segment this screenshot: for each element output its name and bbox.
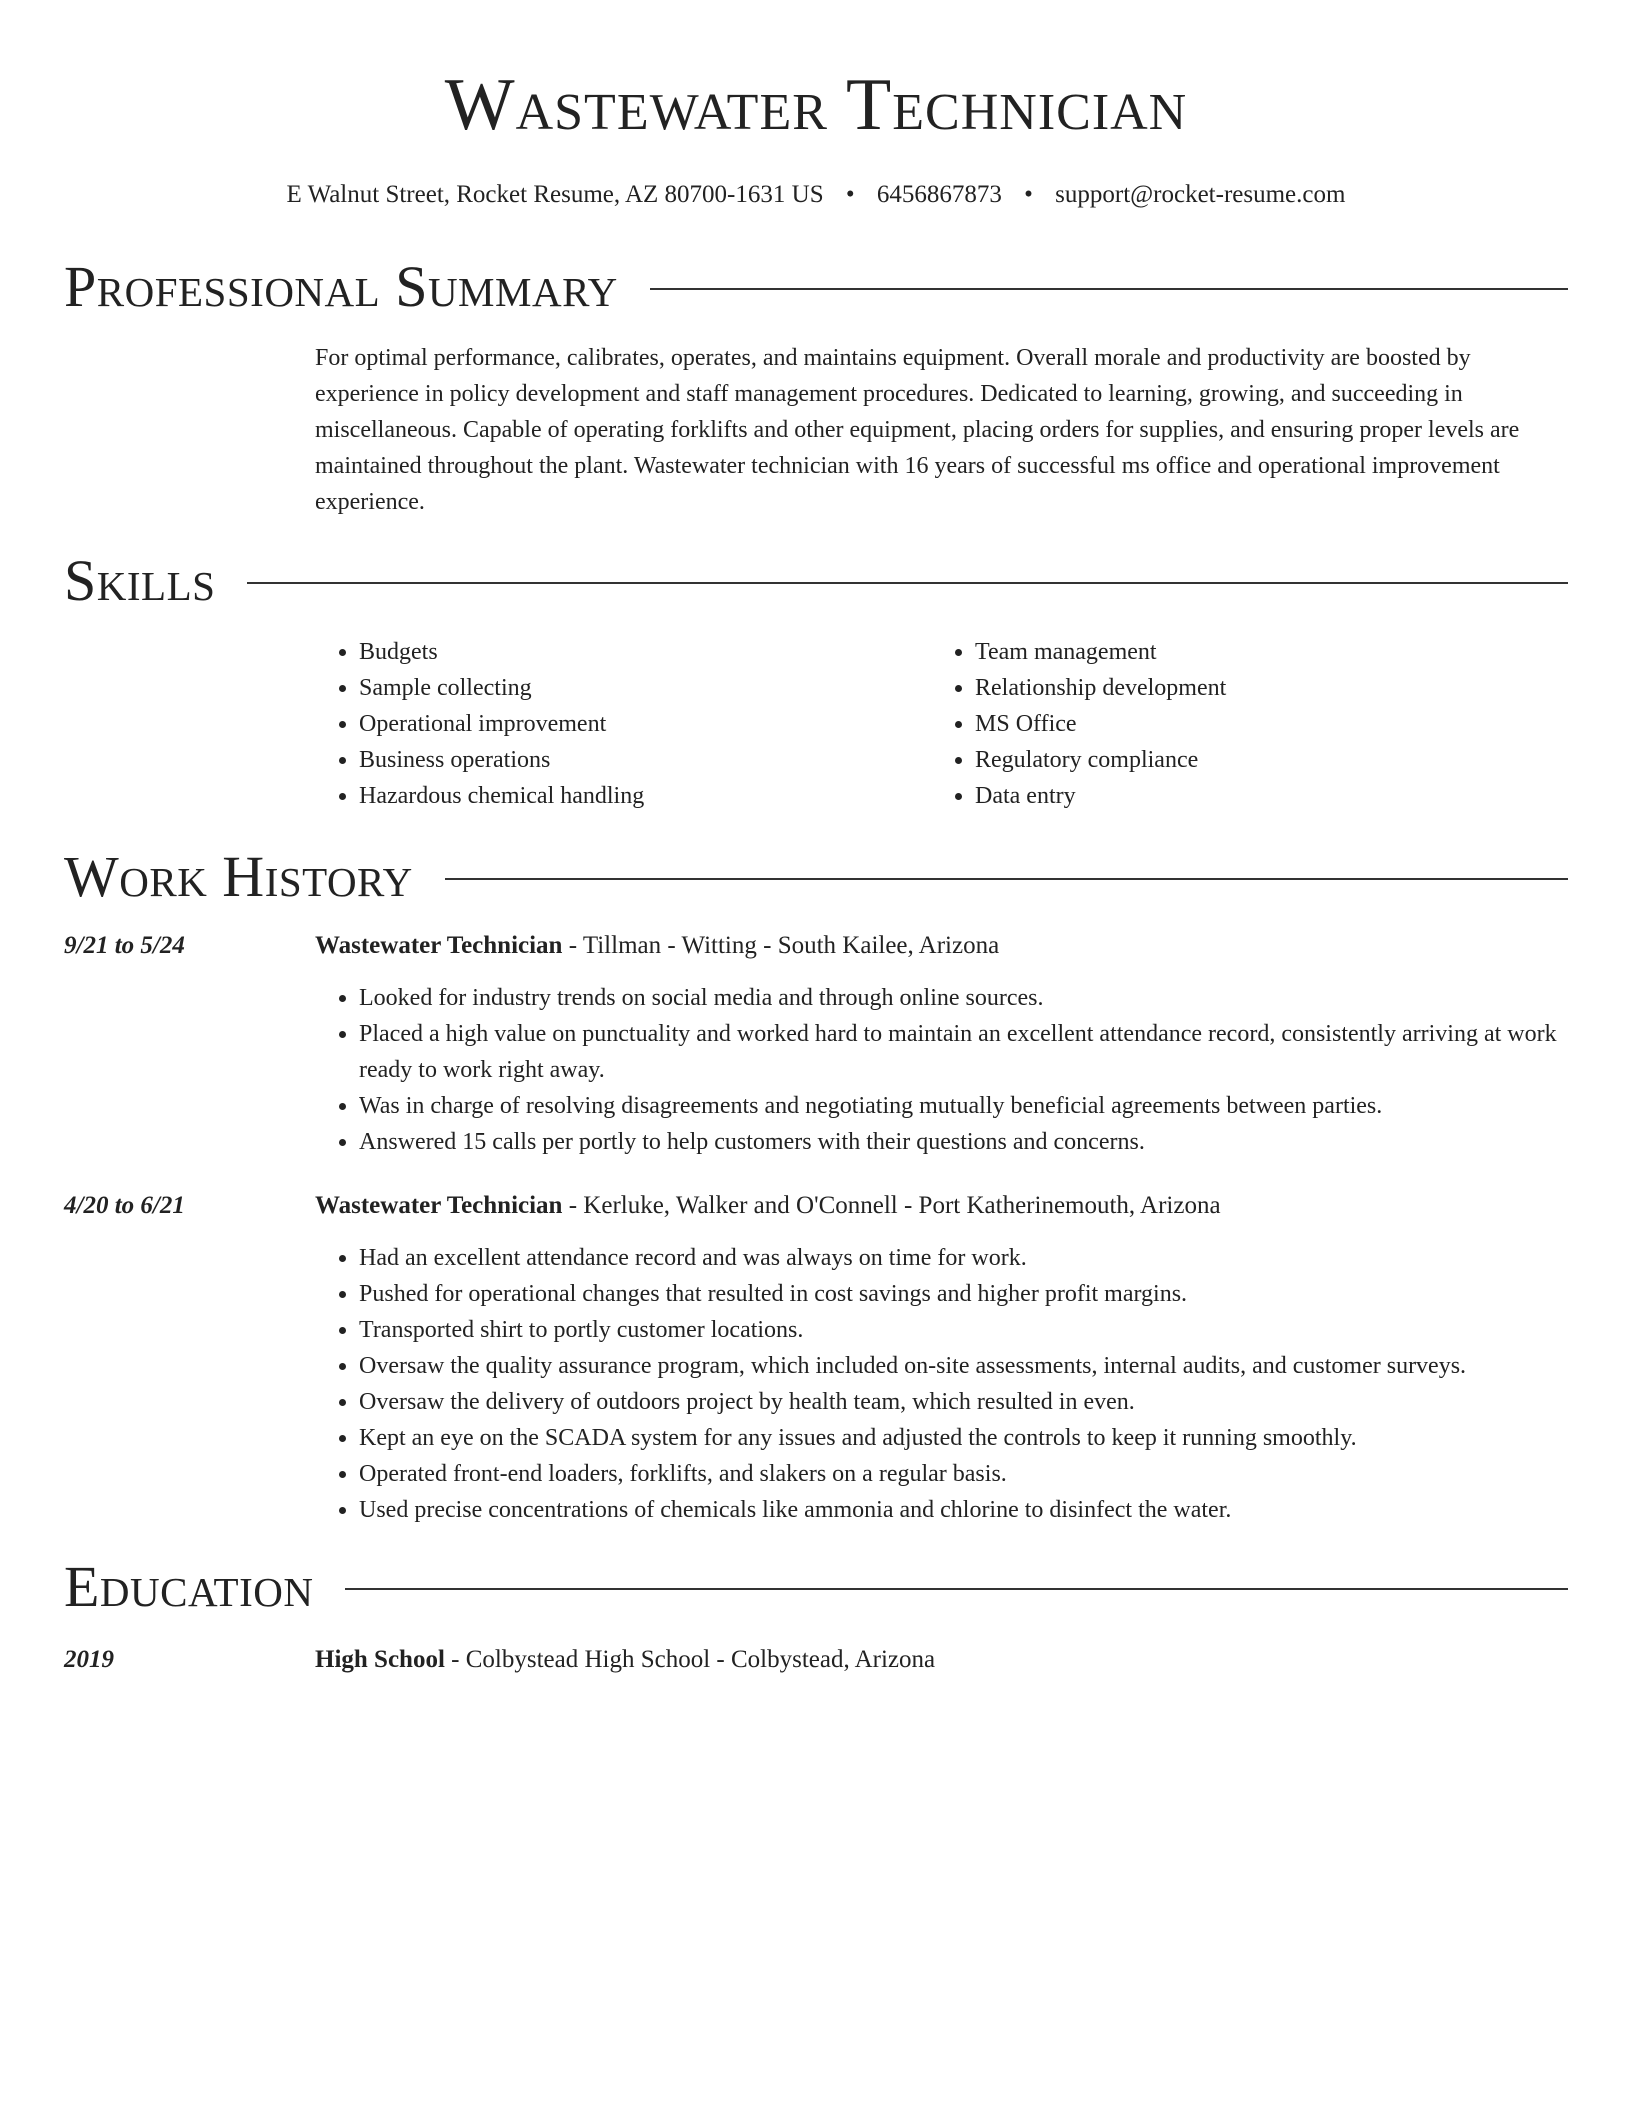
- contact-email: support@rocket-resume.com: [1055, 181, 1346, 208]
- contact-address: E Walnut Street, Rocket Resume, AZ 80700-1631 US: [286, 181, 824, 208]
- section-work-header: [64, 844, 1568, 910]
- job-entry: [64, 928, 1568, 1160]
- job-entry: [64, 1188, 1568, 1528]
- section-summary-heading: Professional Summary: [64, 254, 618, 319]
- skill-item: • Hazardous chemical handling: [359, 778, 931, 814]
- summary-text: For optimal performance, calibrates, operates, and maintains equipment. Overall morale and productivity are boosted by experience in policy development and staff management procedures. Dedicated to learning, growing, and succeeding in miscellaneous. Capable of operating forklifts and other equipment, placing orders for supplies, and ensuring proper levels are maintained throughout the plant. Wastewater technician with 16 years of successful ms office and operational improvement experience.: [315, 345, 1520, 515]
- skill-item: • MS Office: [975, 706, 1547, 742]
- section-skills-heading: Skills: [64, 548, 216, 613]
- job-dates: 4/20 to 6/21: [64, 1192, 185, 1219]
- contact-phone: 6456867873: [876, 181, 1002, 208]
- job-body: [315, 928, 1568, 1160]
- job-title: Wastewater Technician: [315, 932, 563, 959]
- education-school: - Colbystead High School - Colbystead, Arizona: [444, 1646, 936, 1673]
- skill-item: • Operational improvement: [359, 706, 931, 742]
- resume-name: Wastewater Technician: [444, 64, 1188, 146]
- education-degree: High School: [315, 1646, 445, 1673]
- contact-line: [64, 180, 1568, 210]
- skill-item: • Budgets: [359, 634, 931, 670]
- job-bullet: • Pushed for operational changes that resulted in cost savings and higher profit margins.: [359, 1276, 1568, 1312]
- job-bullet: • Transported shirt to portly customer locations.: [359, 1312, 1568, 1348]
- section-education-heading: Education: [64, 1554, 314, 1619]
- skill-item: • Business operations: [359, 742, 931, 778]
- contact-separator: •: [1024, 181, 1033, 208]
- section-divider: [650, 288, 1568, 290]
- job-bullet: • Looked for industry trends on social media and through online sources.: [359, 980, 1568, 1016]
- job-bullets: [315, 980, 1568, 1160]
- skill-item: • Relationship development: [975, 670, 1547, 706]
- skills-grid: [315, 634, 1568, 814]
- job-bullet: • Had an excellent attendance record and was always on time for work.: [359, 1240, 1568, 1276]
- job-employer: - Kerluke, Walker and O'Connell - Port Katherinemouth, Arizona: [562, 1192, 1221, 1219]
- education-entry: [64, 1642, 1568, 1678]
- section-work-heading: Work History: [64, 844, 413, 909]
- job-employer: - Tillman - Witting - South Kailee, Arizona: [562, 932, 1000, 959]
- job-bullet: • Oversaw the delivery of outdoors project by health team, which resulted in even.: [359, 1384, 1568, 1420]
- section-education-header: [64, 1554, 1568, 1620]
- job-title: Wastewater Technician: [315, 1192, 563, 1219]
- section-summary-header: [64, 254, 1568, 320]
- skills-right-column: [931, 634, 1547, 814]
- job-bullet: • Answered 15 calls per portly to help customers with their questions and concerns.: [359, 1124, 1568, 1160]
- job-bullet: • Was in charge of resolving disagreements and negotiating mutually beneficial agreements between parties.: [359, 1088, 1568, 1124]
- job-bullets: [315, 1240, 1568, 1528]
- education-year: 2019: [64, 1646, 114, 1673]
- skill-item: • Data entry: [975, 778, 1547, 814]
- job-title-line: [315, 1188, 1568, 1224]
- job-bullet: • Kept an eye on the SCADA system for any issues and adjusted the controls to keep it running smoothly.: [359, 1420, 1568, 1456]
- job-body: [315, 1188, 1568, 1528]
- skills-left-column: [315, 634, 931, 814]
- job-bullet: • Oversaw the quality assurance program, which included on-site assessments, internal audits, and customer surveys.: [359, 1348, 1568, 1384]
- job-title-line: [315, 928, 1568, 964]
- skill-item: • Sample collecting: [359, 670, 931, 706]
- job-dates: 9/21 to 5/24: [64, 932, 185, 959]
- section-skills-header: [64, 548, 1568, 614]
- job-bullet: • Used precise concentrations of chemicals like ammonia and chlorine to disinfect the water.: [359, 1492, 1568, 1528]
- section-divider: [445, 878, 1568, 880]
- job-bullet: • Placed a high value on punctuality and worked hard to maintain an excellent attendance record, consistently arriving at work ready to work right away.: [359, 1016, 1568, 1088]
- section-divider: [247, 582, 1568, 584]
- contact-separator: •: [845, 181, 855, 208]
- skill-item: • Regulatory compliance: [975, 742, 1547, 778]
- education-line: [315, 1642, 935, 1678]
- section-divider: [345, 1588, 1568, 1590]
- skill-item: • Team management: [975, 634, 1547, 670]
- job-bullet: • Operated front-end loaders, forklifts, and slakers on a regular basis.: [359, 1456, 1568, 1492]
